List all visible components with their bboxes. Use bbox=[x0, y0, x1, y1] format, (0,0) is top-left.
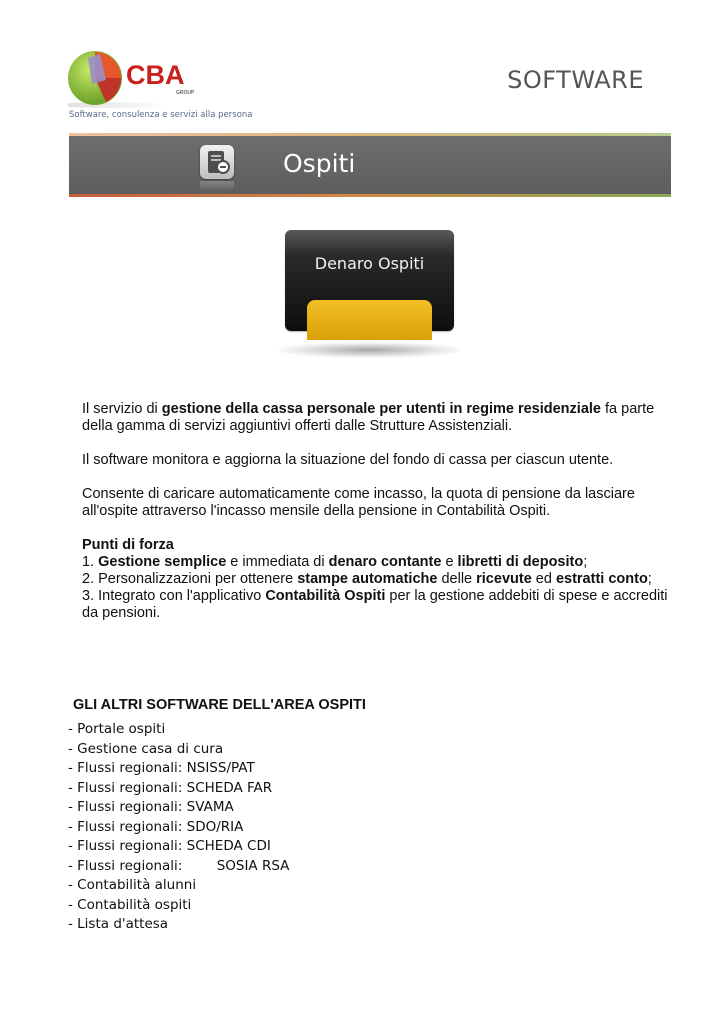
description-paragraph-3: Consente di caricare automaticamente come incasso, la quota di pensione da lasciare all'ospite attraverso l'incasso mensile della pensione in Contabilità Ospiti. bbox=[82, 486, 635, 519]
wallet-document-icon bbox=[200, 145, 234, 179]
list-item[interactable]: - Flussi regionali: NSISS/PAT bbox=[68, 760, 255, 776]
logo-text: CBA bbox=[126, 60, 185, 90]
strength-item-1: 1. Gestione semplice e immediata di denaro contante e libretti di deposito; bbox=[82, 554, 588, 570]
icon-reflection bbox=[200, 181, 234, 191]
strengths-section bbox=[82, 537, 672, 622]
other-software-list bbox=[68, 720, 289, 935]
strength-item-3: 3. Integrato con l'applicativo Contabilità Ospiti per la gestione addebiti di spese e accrediti da pensioni. bbox=[82, 588, 668, 621]
strengths-title: Punti di forza bbox=[82, 537, 174, 553]
list-item[interactable]: - Flussi regionali: SVAMA bbox=[68, 799, 234, 815]
list-item[interactable]: - Portale ospiti bbox=[68, 721, 166, 737]
company-tagline: Software, consulenza e servizi alla persona bbox=[69, 110, 253, 120]
description bbox=[82, 401, 672, 622]
product-label: Denaro Ospiti bbox=[314, 254, 425, 273]
list-item[interactable]: - Contabilità ospiti bbox=[68, 896, 192, 913]
description-paragraph-2: Il software monitora e aggiorna la situazione del fondo di cassa per ciascun utente. bbox=[82, 452, 614, 468]
list-item[interactable]: - Flussi regionali: SDO/RIA bbox=[68, 818, 244, 835]
list-item[interactable]: - Flussi regionali: SCHEDA CDI bbox=[68, 838, 271, 854]
list-item[interactable]: - Contabilità alunni bbox=[68, 877, 197, 893]
strength-item-2: 2. Personalizzazioni per ottenere stampe automatiche delle ricevute ed estratti conto; bbox=[82, 571, 652, 587]
banner-bottom-line bbox=[69, 194, 671, 197]
cba-logo[interactable] bbox=[68, 50, 198, 110]
product-shadow bbox=[277, 342, 463, 358]
description-paragraph-1: Il servizio di gestione della cassa personale per utenti in regime residenziale fa parte della gamma di servizi aggiuntivi offerti dalle Strutture Assistenziali. bbox=[82, 401, 655, 434]
list-item[interactable]: - Gestione casa di cura bbox=[68, 740, 224, 757]
product-button[interactable] bbox=[285, 230, 454, 331]
logo-subtext: GROUP bbox=[176, 90, 195, 96]
banner-top-line bbox=[69, 133, 671, 136]
other-software-title: GLI ALTRI SOFTWARE DELL'AREA OSPITI bbox=[73, 697, 366, 713]
section-label: SOFTWARE bbox=[507, 66, 644, 94]
list-item[interactable]: - Flussi regionali: SOSIA RSA bbox=[68, 857, 290, 874]
list-item[interactable]: - Lista d'attesa bbox=[68, 916, 169, 932]
banner-title: Ospiti bbox=[283, 149, 356, 178]
category-banner bbox=[69, 133, 671, 197]
product-gold-tab bbox=[307, 300, 432, 340]
list-item[interactable]: - Flussi regionali: SCHEDA FAR bbox=[68, 779, 273, 796]
